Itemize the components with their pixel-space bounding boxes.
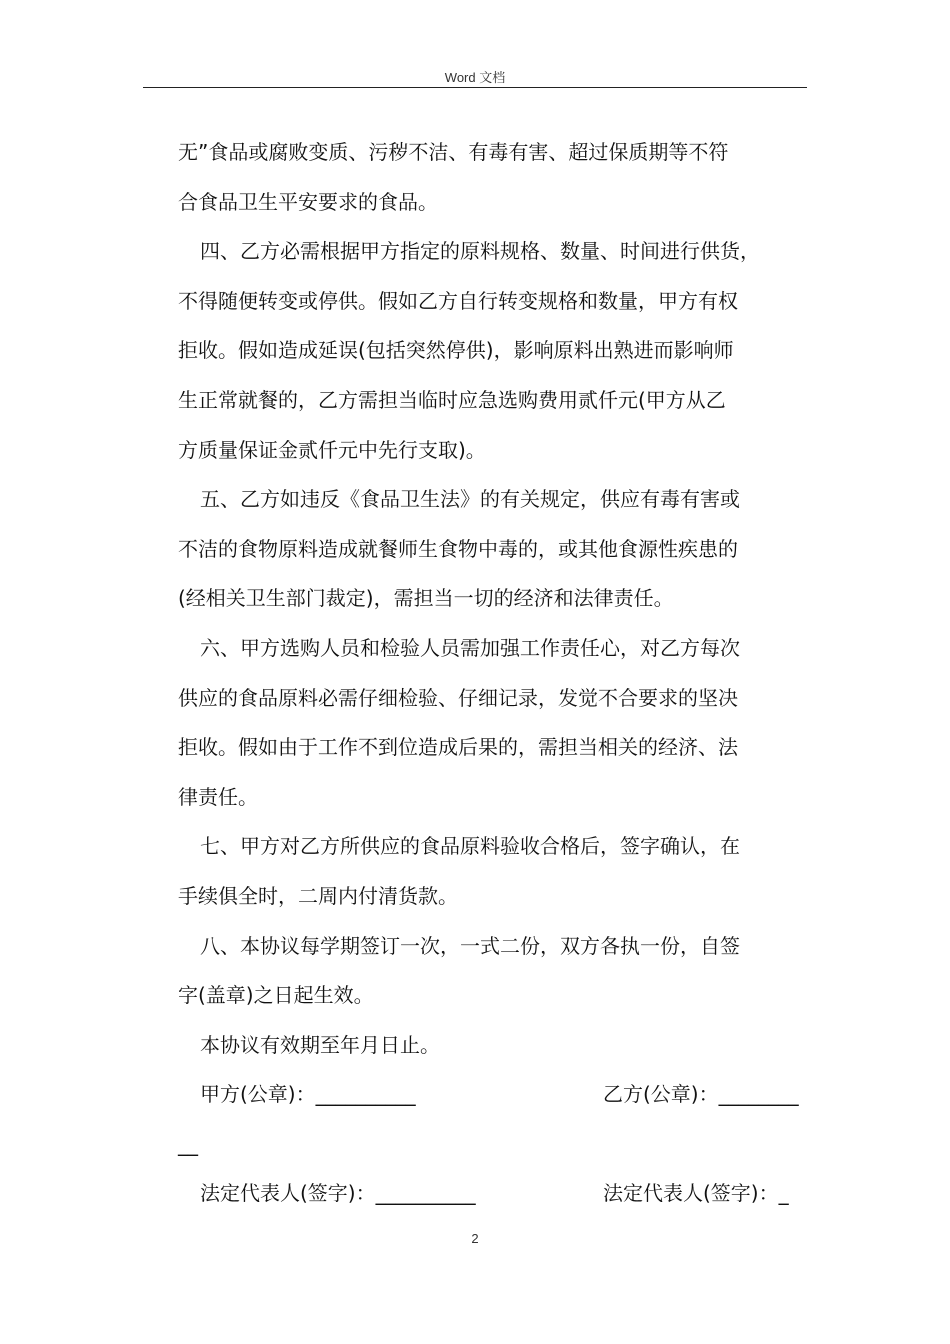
clause-six-start: 六、甲方选购人员和检验人员需加强工作责任心，对乙方每次: [200, 635, 740, 660]
body-line: 生正常就餐的，乙方需担当临时应急选购费用贰仟元(甲方从乙: [178, 387, 726, 412]
body-line: 合食品卫生平安要求的食品。: [178, 189, 438, 214]
body-line: 手续俱全时，二周内付清货款。: [178, 883, 458, 908]
header-divider: [143, 87, 807, 88]
page-number: 2: [471, 1231, 479, 1246]
seal-signature-row: [178, 1070, 810, 1120]
party-a-representative-field: 法定代表人(签字)：__________: [200, 1181, 476, 1206]
representative-signature-row: [178, 1169, 810, 1219]
body-line: 方质量保证金贰仟元中先行支取)。: [178, 437, 486, 462]
document-header-title: Word 文档: [444, 70, 506, 85]
body-line: 律责任。: [178, 784, 258, 809]
body-line: 字(盖章)之日起生效。: [178, 983, 374, 1008]
clause-five-start: 五、乙方如违反《食品卫生法》的有关规定，供应有毒有害或: [200, 487, 740, 512]
body-line: 不得随便转变或停供。假如乙方自行转变规格和数量，甲方有权: [178, 288, 738, 313]
body-line: 拒收。假如造成延误(包括突然停供)，影响原料出熟进而影响师: [178, 338, 734, 363]
party-a-seal-field: 甲方(公章)：__________: [200, 1082, 416, 1107]
body-line: 供应的食品原料必需仔细检验、仔细记录，发觉不合要求的坚决: [178, 685, 738, 710]
body-line: 拒收。假如由于工作不到位造成后果的，需担当相关的经济、法: [178, 735, 738, 760]
clause-four-start: 四、乙方必需根据甲方指定的原料规格、数量、时间进行供货，: [200, 239, 760, 264]
party-b-representative-field: 法定代表人(签字)：_: [603, 1181, 789, 1206]
validity-statement: 本协议有效期至年月日止。: [200, 1032, 440, 1057]
party-b-seal-field: 乙方(公章)：________: [603, 1082, 799, 1107]
clause-seven-start: 七、甲方对乙方所供应的食品原料验收合格后，签字确认，在: [200, 834, 740, 859]
seal-line-continuation: __: [178, 1131, 198, 1156]
body-line: (经相关卫生部门裁定)，需担当一切的经济和法律责任。: [178, 586, 674, 611]
body-line: 无”食品或腐败变质、污秽不洁、有毒有害、超过保质期等不符: [178, 140, 729, 164]
document-body: [178, 128, 810, 1219]
clause-eight-start: 八、本协议每学期签订一次，一式二份，双方各执一份，自签: [200, 933, 740, 958]
body-line: 不洁的食物原料造成就餐师生食物中毒的，或其他食源性疾患的: [178, 536, 738, 561]
